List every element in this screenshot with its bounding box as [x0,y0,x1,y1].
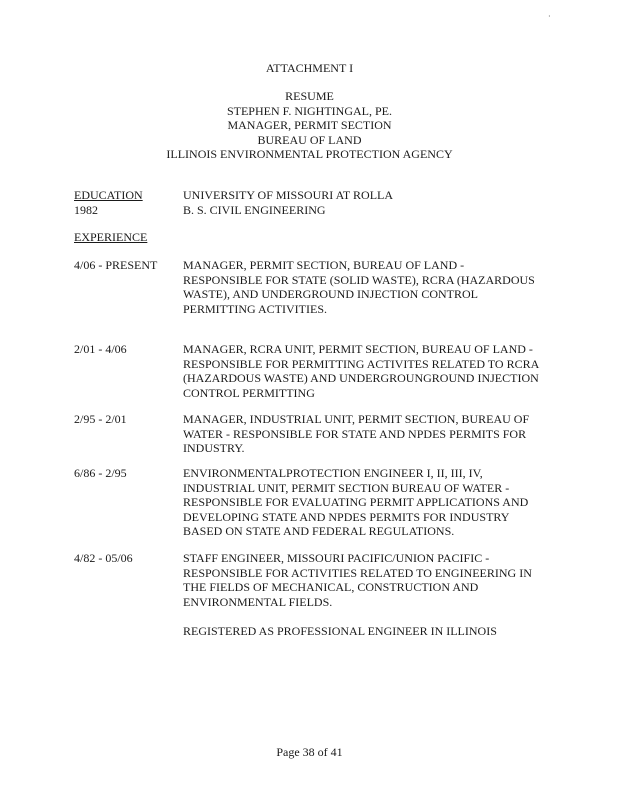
attachment-label: ATTACHMENT I [265,61,354,75]
experience-heading: EXPERIENCE [74,230,148,244]
entry-line: (HAZARDOUS WASTE) AND UNDERGROUNGROUND INJECTION [183,371,539,385]
entry-line: RESPONSIBLE FOR STATE (SOLID WASTE), RCRA (HAZARDOUS [183,272,535,287]
entry-dates: 2/01 - 4/06 [74,342,127,356]
scan-speck: · [548,12,551,21]
entry-description [183,551,532,609]
entry-dates: 6/86 - 2/95 [74,466,127,480]
entry-line: WATER - RESPONSIBLE FOR STATE AND NPDES PERMITS FOR [183,426,527,441]
person-name: STEPHEN F. NIGHTINGAL, PE. [226,104,393,118]
entry-description [183,466,528,539]
entry-line: ENVIRONMENTALPROTECTION ENGINEER I, II, III, IV, [183,466,483,480]
education-year: 1982 [74,203,98,217]
entry-description [183,342,539,400]
resume-heading: RESUME [285,89,334,103]
entry-line: ENVIRONMENTAL FIELDS. [183,594,333,609]
education-degree: B. S. CIVIL ENGINEERING [183,203,326,217]
entry-line: RESPONSIBLE FOR PERMITTING ACTIVITES RELATED TO RCRA [183,356,540,371]
entry-line: DEVELOPING STATE AND NPDES PERMITS FOR INDUSTRY [183,509,510,524]
entry-line: INDUSTRIAL UNIT, PERMIT SECTION BUREAU OF WATER - [183,480,510,495]
entry-line: RESPONSIBLE FOR ACTIVITIES RELATED TO ENGINEERING IN [183,565,532,580]
entry-dates: 4/82 - 05/06 [74,551,133,565]
entry-dates: 2/95 - 2/01 [74,412,127,426]
entry-line: INDUSTRY. [183,441,245,455]
entry-description [183,412,529,456]
job-title: MANAGER, PERMIT SECTION [227,118,392,132]
entry-description [183,258,535,316]
entry-dates: 4/06 - PRESENT [74,258,158,272]
entry-line: WASTE), AND UNDERGROUND INJECTION CONTROL [183,287,478,301]
entry-line: MANAGER, RCRA UNIT, PERMIT SECTION, BUREAU OF LAND - [183,342,533,356]
entry-line: STAFF ENGINEER, MISSOURI PACIFIC/UNION PACIFIC - [183,551,490,565]
entry-line: RESPONSIBLE FOR EVALUATING PERMIT APPLICATIONS AND [183,495,529,509]
page-number: Page 38 of 41 [276,745,343,759]
entry-line: PERMITTING ACTIVITIES. [183,301,327,316]
agency-name: ILLINOIS ENVIRONMENTAL PROTECTION AGENCY [166,147,453,161]
entry-line: CONTROL PERMITTING [183,385,315,400]
entry-line: MANAGER, INDUSTRIAL UNIT, PERMIT SECTION, BUREAU OF [183,412,530,426]
entry-line: BASED ON STATE AND FEDERAL REGULATIONS. [183,524,455,538]
entry-line: MANAGER, PERMIT SECTION, BUREAU OF LAND - [183,258,465,272]
entry-line: THE FIELDS OF MECHANICAL, CONSTRUCTION AND [183,580,479,594]
registration-note: REGISTERED AS PROFESSIONAL ENGINEER IN ILLINOIS [183,624,497,638]
education-heading: EDUCATION [74,188,143,202]
bureau-name: BUREAU OF LAND [257,133,362,147]
education-school: UNIVERSITY OF MISSOURI AT ROLLA [183,188,394,202]
